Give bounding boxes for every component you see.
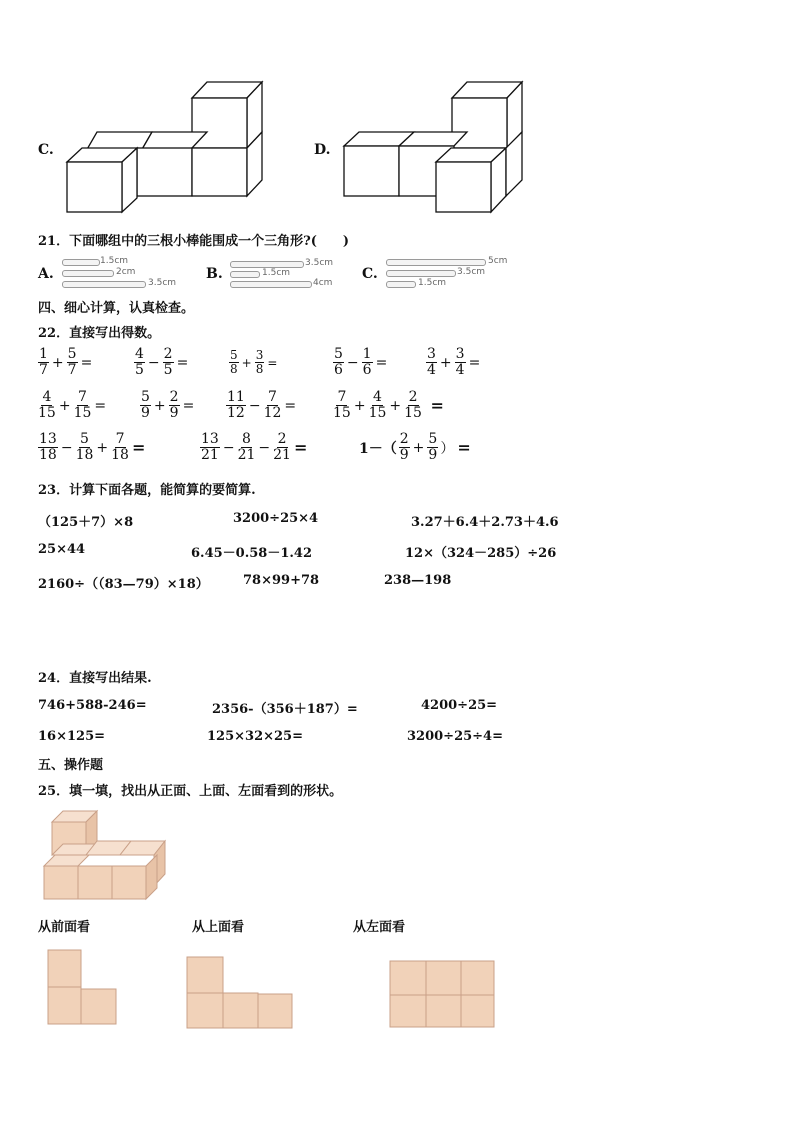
- q24-item: 2356-（356＋187）=: [212, 702, 358, 717]
- top-view-shape: [185, 955, 295, 1031]
- q24-item: 3200÷25÷4=: [407, 729, 503, 744]
- q22-expr: $\frac{5}{8}$ + $\frac{3}{8}$ =: [230, 348, 278, 376]
- stick: [62, 259, 100, 266]
- q25-cube-figure: [40, 808, 175, 903]
- q21-title: 21．下面哪组中的三根小棒能围成一个三角形?( ): [38, 234, 350, 249]
- q23-title: 23．计算下面各题，能简算的要简算.: [38, 483, 256, 498]
- stick-length: 2cm: [116, 267, 136, 277]
- stick-length: 4cm: [313, 278, 333, 288]
- q22-expr: $\frac{4}{15}$ + $\frac{7}{15}$ =: [38, 389, 107, 421]
- q22-expr: $\frac{3}{4}$ + $\frac{3}{4}$ =: [427, 346, 481, 378]
- stick: [62, 270, 114, 277]
- front-view-shape: [46, 948, 120, 1028]
- stick: [230, 271, 260, 278]
- q21-option-b-label: B.: [206, 266, 223, 282]
- q22-title: 22．直接写出得数。: [38, 326, 161, 341]
- q23-item: 2160÷（（83—79）×18）: [38, 577, 209, 592]
- stick-length: 1.5cm: [262, 268, 291, 278]
- q23-item: 12×（324－285）÷26: [405, 546, 557, 561]
- q22-expr: $\frac{7}{15}$ + $\frac{4}{15}$ + $\frac{2}{15}$ =: [333, 389, 444, 421]
- q22-expr: $\frac{13}{21}$ − $\frac{8}{21}$ − $\frac{2}{21}$ =: [201, 431, 308, 463]
- view-label-front: 从前面看: [38, 920, 91, 935]
- q22-expr: $\frac{5}{9}$ + $\frac{2}{9}$ =: [141, 389, 195, 421]
- section-5-heading: 五、操作题: [38, 758, 104, 773]
- q23-item: 238—198: [384, 573, 452, 588]
- section-4-heading: 四、细心计算，认真检查。: [38, 301, 195, 316]
- q25-title: 25．填一填，找出从正面、上面、左面看到的形状。: [38, 784, 343, 799]
- q24-title: 24．直接写出结果.: [38, 671, 152, 686]
- option-c-cubes: [60, 80, 270, 218]
- stick-length: 3.5cm: [148, 278, 177, 288]
- q22-expr: $\frac{4}{5}$ − $\frac{2}{5}$ =: [135, 346, 189, 378]
- q23-item: 25×44: [38, 542, 86, 557]
- q22-expr: 1－（ $\frac{2}{9}$ + $\frac{5}{9}$ ） =: [359, 431, 471, 463]
- left-view-shape: [388, 959, 498, 1031]
- q23-item: （125＋7）×8: [38, 515, 134, 530]
- stick-length: 1.5cm: [418, 278, 447, 288]
- stick-length: 3.5cm: [305, 258, 334, 268]
- stick: [62, 281, 146, 288]
- q22-expr: $\frac{11}{12}$ − $\frac{7}{12}$ =: [227, 389, 297, 421]
- stick: [230, 261, 304, 268]
- stick: [230, 281, 312, 288]
- q23-item: 3200÷25×4: [233, 511, 319, 526]
- stick: [386, 270, 456, 277]
- q24-item: 4200÷25=: [421, 698, 498, 713]
- q23-item: 6.45－0.58－1.42: [191, 546, 312, 561]
- stick-length: 3.5cm: [457, 267, 486, 277]
- q21-option-c-label: C.: [362, 266, 378, 282]
- q24-item: 16×125=: [38, 729, 106, 744]
- stick-length: 1.5cm: [100, 256, 129, 266]
- view-label-top: 从上面看: [192, 920, 245, 935]
- option-d-label: D.: [314, 142, 331, 158]
- q24-item: 746+588-246=: [38, 698, 147, 713]
- q22-expr: $\frac{1}{7}$ + $\frac{5}{7}$ =: [39, 346, 93, 378]
- option-d-cubes: [340, 80, 530, 218]
- stick: [386, 259, 486, 266]
- q22-expr: $\frac{5}{6}$ − $\frac{1}{6}$ =: [334, 346, 388, 378]
- view-label-left: 从左面看: [353, 920, 406, 935]
- q22-expr: $\frac{13}{18}$ − $\frac{5}{18}$ + $\frac{7}{18}$ =: [39, 431, 146, 463]
- stick: [386, 281, 416, 288]
- q23-item: 78×99+78: [243, 573, 320, 588]
- q21-option-a-label: A.: [38, 266, 54, 282]
- q23-item: 3.27＋6.4＋2.73＋4.6: [411, 515, 559, 530]
- stick-length: 5cm: [488, 256, 508, 266]
- option-c-label: C.: [38, 142, 54, 158]
- q24-item: 125×32×25=: [207, 729, 303, 744]
